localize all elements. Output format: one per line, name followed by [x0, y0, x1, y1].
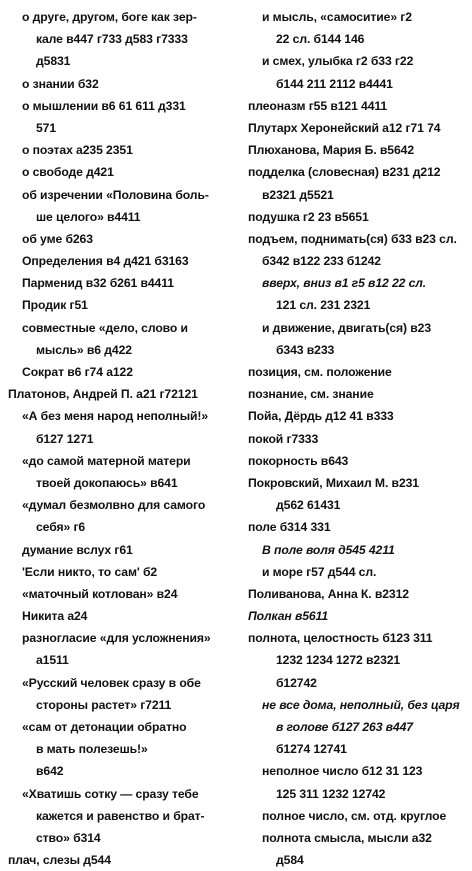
left-index-line: о друге, другом, боге как зер- — [22, 10, 197, 24]
right-index-line: полное число, см. отд. круглое — [262, 808, 447, 823]
left-index-line: Никита а24 — [22, 609, 88, 624]
right-index-line: подделка (словесная) в231 д212 — [248, 165, 441, 180]
left-index-line: кажется и равенство и брат- — [36, 808, 205, 823]
left-index-line: твоей докопаюсь» в641 — [36, 475, 178, 490]
right-index-line: и море г57 д544 сл. — [262, 564, 377, 579]
right-index-line: не все дома, неполный, без царя — [262, 697, 460, 712]
left-index-line: «Русский человек сразу в обе — [22, 675, 201, 690]
left-index-line: о знании б32 — [22, 76, 99, 91]
right-index-line: Пойа, Дёрдь д12 41 в333 — [248, 409, 394, 424]
left-index-line: «думал безмолвно для самого — [22, 498, 206, 513]
right-index-line: б342 в122 233 б1242 — [262, 254, 381, 269]
right-index-line: подушка г2 23 в5651 — [248, 209, 369, 224]
left-index-line: д5831 — [36, 54, 71, 69]
left-index-line: б127 1271 — [36, 431, 94, 446]
left-index-line: «А без меня народ неполный!» — [22, 409, 209, 424]
left-index-line: разногласие «для усложнения» — [22, 631, 211, 646]
left-index-line: Сократ в6 г74 а122 — [22, 365, 133, 379]
left-index-line: совместные «дело, слово и — [22, 320, 188, 335]
left-index-line: Парменид в32 б261 в4411 — [22, 276, 174, 291]
left-index-line: о мышлении в6 61 611 д331 — [22, 98, 186, 113]
right-index-line: в голове б127 263 в447 — [276, 720, 413, 734]
left-index-line: 'Если никто, то сам' б2 — [22, 564, 158, 579]
right-index-line: неполное число б12 31 123 — [262, 764, 423, 779]
left-index-line: «маточный котлован» в24 — [22, 586, 178, 601]
left-index-line: о свободе д421 — [22, 165, 114, 180]
right-index-line: 1232 1234 1272 в2321 — [276, 653, 401, 668]
left-index-line: а1511 — [36, 653, 69, 668]
right-index-line: Плутарх Херонейский а12 г71 74 — [248, 120, 441, 135]
right-index-line: б12742 — [276, 675, 317, 690]
left-index-line: Платонов, Андрей П. а21 г72121 — [8, 387, 198, 402]
right-index-line: б1274 12741 — [276, 742, 347, 757]
left-index-line: плач, слезы д544 — [8, 853, 111, 868]
right-index-line: покой г7333 — [248, 431, 319, 446]
left-index-line: о поэтах а235 2351 — [22, 143, 133, 158]
left-index-line: 571 — [36, 120, 57, 135]
right-index-line: В поле воля д545 4211 — [262, 542, 395, 557]
right-index-line: в2321 д5521 — [262, 187, 334, 202]
right-index-line: и движение, двигать(ся) в23 — [262, 320, 432, 335]
left-index-line: «до самой матерной матери — [22, 453, 191, 468]
right-index-line: Покровский, Михаил М. в231 — [248, 475, 419, 490]
right-index-line: Плюханова, Мария Б. в5642 — [248, 143, 415, 158]
left-index-line: ше целого» в4411 — [36, 209, 141, 224]
left-index-line: Определения в4 д421 б3163 — [22, 254, 189, 269]
right-index-line: б144 211 2112 в4441 — [276, 76, 393, 91]
left-index-line: Продик г51 — [22, 298, 88, 313]
right-index-line: б343 в233 — [276, 342, 335, 357]
right-index-line: плеоназм г55 в121 4411 — [248, 98, 388, 113]
right-index-line: 22 сл. б144 146 — [276, 32, 365, 47]
left-index-line: стороны растет» г7211 — [36, 697, 172, 712]
right-index-line: позиция, см. положение — [248, 365, 392, 379]
right-index-line: и мысль, «самоситие» г2 — [262, 10, 412, 24]
right-index-line: Поливанова, Анна К. в2312 — [248, 586, 409, 601]
right-index-line: 121 сл. 231 2321 — [276, 298, 371, 313]
left-index-column — [8, 6, 240, 871]
left-index-line: ство» б314 — [36, 830, 101, 845]
right-index-column — [248, 6, 468, 871]
right-index-line: вверх, вниз в1 г5 в12 22 сл. — [262, 276, 427, 291]
left-index-line: об изречении «Половина боль- — [22, 187, 209, 202]
right-index-line: покорность в643 — [248, 453, 349, 468]
right-index-line: поле б314 331 — [248, 520, 331, 535]
right-index-line: познание, см. знание — [248, 387, 374, 402]
right-index-line: полнота смысла, мысли а32 — [262, 830, 432, 845]
right-index-line: Полкан в5611 — [248, 609, 329, 624]
left-index-line: кале в447 г733 д583 г7333 — [36, 32, 188, 47]
left-index-line: в642 — [36, 764, 64, 779]
left-index-line: себя» г6 — [36, 520, 86, 535]
right-index-line: д584 — [276, 853, 304, 868]
right-index-line: полнота, целостность б123 311 — [248, 631, 433, 646]
right-index-line: подъем, поднимать(ся) б33 в23 сл. — [248, 231, 457, 246]
right-index-line: и смех, улыбка г2 б33 г22 — [262, 54, 414, 69]
left-index-line: «Хватишь сотку — сразу тебе — [22, 786, 199, 801]
right-index-line: 125 311 1232 12742 — [276, 786, 386, 801]
left-index-line: в мать полезешь!» — [36, 742, 148, 757]
left-index-line: думание вслух г61 — [22, 542, 133, 557]
left-index-line: об уме б263 — [22, 231, 93, 246]
right-index-line: д562 61431 — [276, 498, 341, 513]
left-index-line: мысль» в6 д422 — [36, 342, 132, 357]
left-index-line: «сам от детонации обратно — [22, 720, 187, 734]
